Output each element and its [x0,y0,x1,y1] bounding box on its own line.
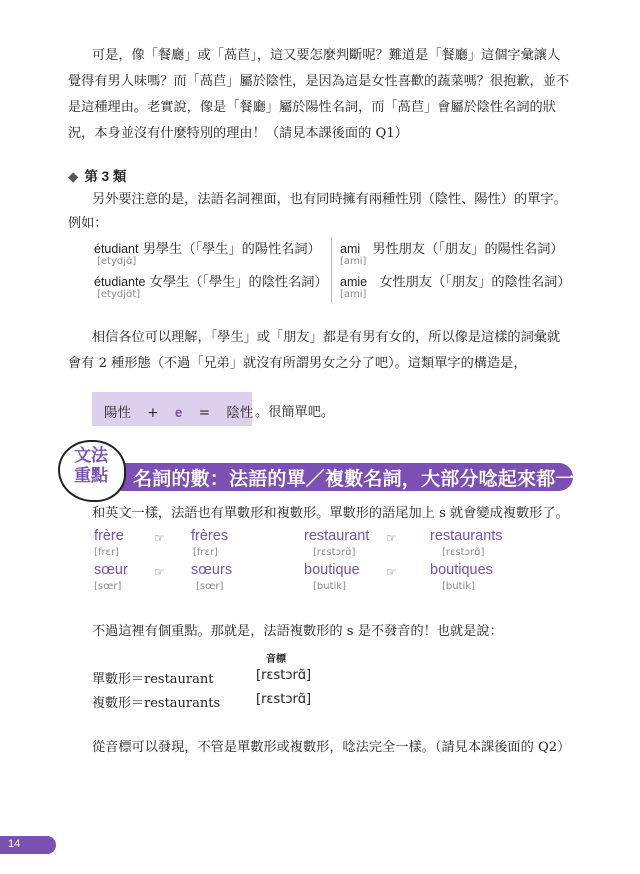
pointing-hand-icon: ☞ [154,531,165,545]
gloss: 男性朋友（「朋友」的陽性名詞） [372,242,564,257]
plural-row-ipa: [rɛstɔrɑ̃] [256,692,312,707]
type3-heading [68,165,126,185]
plus-sign: + [147,405,159,421]
singular-word: restaurant [304,528,370,544]
formula-letter: e [174,405,183,420]
pointing-hand-icon: ☞ [154,565,165,579]
plural-word: boutiques [430,562,493,578]
ipa: [etydjɑ̃] [97,256,137,267]
explanation-line-2: 會有 2 種形態（不過「兄弟」就沒有所謂男女之分了吧）。這類單字的構造是， [68,356,527,371]
examples-divider [331,237,332,303]
page-number: 14 [8,838,21,850]
gloss: 男學生（「學生」的陽性名詞） [142,242,321,257]
gloss: 女性朋友（「朋友」的陰性名詞） [379,275,571,290]
formula-masculine: 陽性 [104,405,131,421]
french-word: étudiant [94,242,139,256]
pointing-hand-icon: ☞ [386,565,397,579]
french-word: étudiant [94,275,139,289]
plural-row-label: 複數形＝restaurants [92,696,221,711]
section-title: 名詞的數：法語的單／複數名詞，大部分唸起來都一樣 [133,468,594,490]
plural-word: sœurs [191,562,233,578]
plural-word: restaurants [430,528,503,544]
ipa: [etydjɑ̃t] [97,289,141,300]
diamond-bullet-icon: ◆ [68,169,79,185]
example-right-2 [340,271,571,290]
feminine-suffix: e [360,275,368,289]
singular-word: boutique [304,562,360,578]
intro-line-4: 況，本身並沒有什麼特別的理由！（請見本課後面的 Q1） [68,126,408,141]
formula [104,401,253,421]
singular-row-label: 單數形＝restaurant [92,672,214,687]
singular-word: frère [94,528,124,544]
explanation-line-1: 相信各位可以理解，「學生」或「朋友」都是有男有女的，所以像是這樣的詞彙就 [92,330,561,345]
pointing-hand-icon: ☞ [386,531,397,545]
type3-line-2: 例如： [68,216,108,231]
ipa: [rɛstɔrɑ̃] [313,547,356,558]
type3-heading-text: 第 3 類 [84,169,127,184]
equals-sign: = [198,405,211,421]
ipa: [butik] [442,581,475,592]
intro-line-1: 可是，像「餐廳」或「萵苣」，這又要怎麼判斷呢？難道是「餐廳」這個字彙讓人 [92,48,561,63]
silent-s-conclusion: 從音標可以發現，不管是單數形或複數形，唸法完全一樣。（請見本課後面的 Q2） [92,740,571,755]
ipa: [frɛr] [193,547,218,558]
singular-word: sœur [94,562,128,578]
gloss: 女學生（「學生」的陰性名詞） [149,275,328,290]
ipa: [ami] [340,256,367,267]
ipa: [rɛstɔrɑ̃] [442,547,485,558]
example-left-2 [94,271,328,290]
ipa: [frɛr] [94,547,119,558]
intro-line-3: 是這種理由。老實說，像是「餐廳」屬於陽性名詞，而「萵苣」會屬於陰性名詞的狀 [68,100,556,115]
french-word: ami [340,275,361,289]
ipa: [butik] [313,581,346,592]
formula-tail: 。很簡單吧。 [255,405,335,420]
example-right-1 [340,238,564,257]
plural-word: frères [191,528,229,544]
silent-s-note: 不過這裡有個重點。那就是，法語複數形的 s 是不發音的！也就是說： [92,624,503,639]
formula-feminine: 陰性 [226,405,254,421]
feminine-suffix: e [138,275,146,289]
ipa: [ami] [340,289,367,300]
ipa: [sœr] [196,581,224,592]
example-left-1 [94,238,321,257]
ipa-column-header: 音標 [266,654,286,665]
french-word: ami [340,242,361,256]
grammar-badge: 文法重點 [74,446,108,486]
singular-row-ipa: [rɛstɔrɑ̃] [256,668,312,683]
intro-line-2: 覺得有男人味嗎？而「萵苣」屬於陰性，是因為這是女性喜歡的蔬菜嗎？很抱歉，並不 [68,74,570,89]
ipa: [sœr] [94,581,122,592]
plural-intro: 和英文一樣，法語也有單數形和複數形。單數形的語尾加上 s 就會變成複數形了。 [92,506,569,521]
type3-line-1: 另外要注意的是，法語名詞裡面，也有同時擁有兩種性別（陰性、陽性）的單字。 [92,192,567,207]
